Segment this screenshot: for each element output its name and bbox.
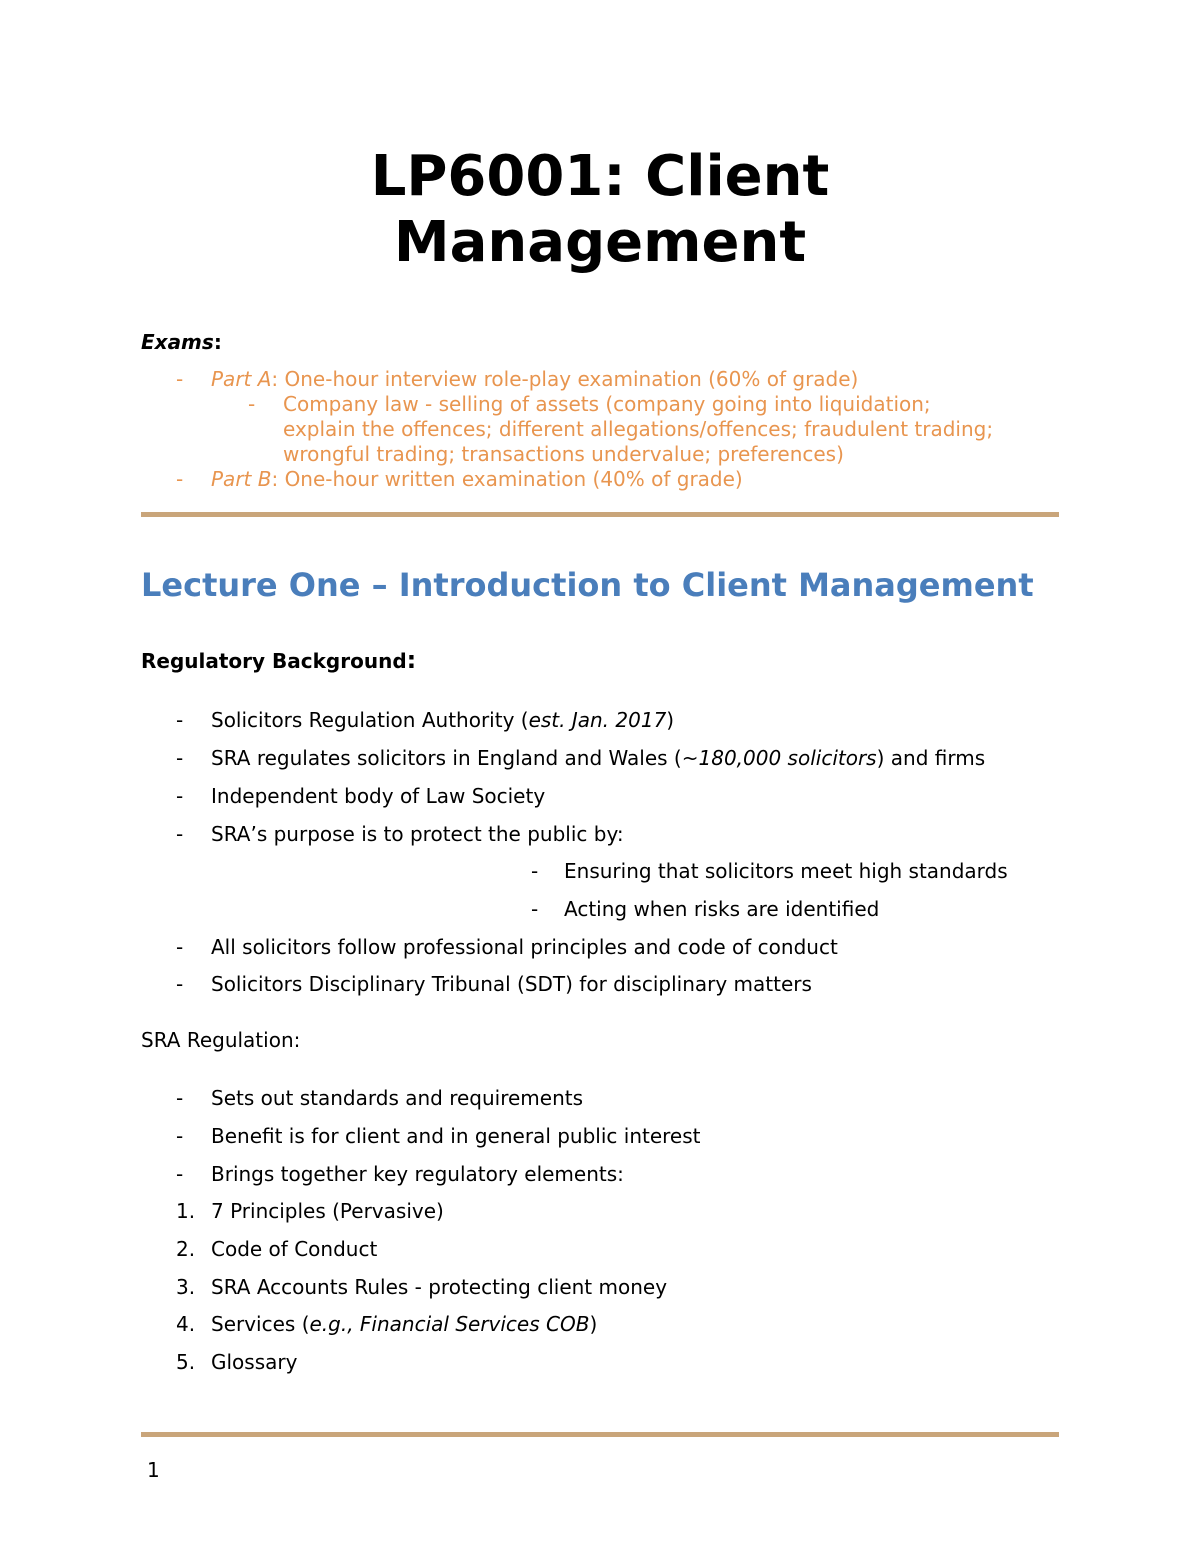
bullet-dash: -	[176, 467, 184, 491]
horizontal-rule-bottom	[141, 1432, 1059, 1437]
horizontal-rule-top	[141, 512, 1059, 517]
page-number: 1	[147, 1458, 160, 1482]
document-page: LP6001: Client Management Exams: - Part A: One-hour interview role-play examination (60% of grade) - Company law - selling of assets (company going into liquidation; explain the offences; different allegations/offences; fraudulent trading; wrongful trading; transactions undervalue; preferences) - Part B: One-hour written examination (40% of grade) Lecture One – Introduction to Client Management Regulatory Background: - Solicitors Regulation Authority (est. Jan. 2017) - SRA regulates solicitors in England and Wales (~180,000 solicitors) and firms - Independent body of Law Society - SRA’s purpose is to protect the public by: - Ensuring that solicitors meet high standards - Acting when risks are identified - All solicitors follow professional principles and code of conduct - Solicitors Disciplinary Tribunal (SDT) for disciplinary matters SRA Regulation: - Sets out standards and requirements - Benefit is for client and in general public interest - Brings together key regulatory elements: 1. 7 Principles (Pervasive) 2. Code of Conduct 3. SRA Accounts Rules - protecting client money 4. Services (e.g., Financial Services COB) 5. Glossary 1	[0, 0, 1200, 1553]
exams-label: Exams:	[141, 330, 222, 354]
sra-regulation-heading: SRA Regulation:	[141, 1028, 301, 1052]
regulatory-background-heading: Regulatory Background:	[141, 646, 417, 674]
bullet-dash: -	[248, 392, 256, 416]
bullet-dash: -	[176, 367, 184, 391]
exam-subitem-line-3: wrongful trading; transactions undervalue; preferences)	[283, 442, 844, 466]
document-title-line-1: LP6001: Client	[370, 144, 830, 209]
document-title-line-2: Management	[393, 210, 807, 275]
exam-subitem-line-2: explain the offences; different allegations/offences; fraudulent trading;	[283, 417, 994, 441]
lecture-heading: Lecture One – Introduction to Client Management	[141, 566, 1034, 604]
